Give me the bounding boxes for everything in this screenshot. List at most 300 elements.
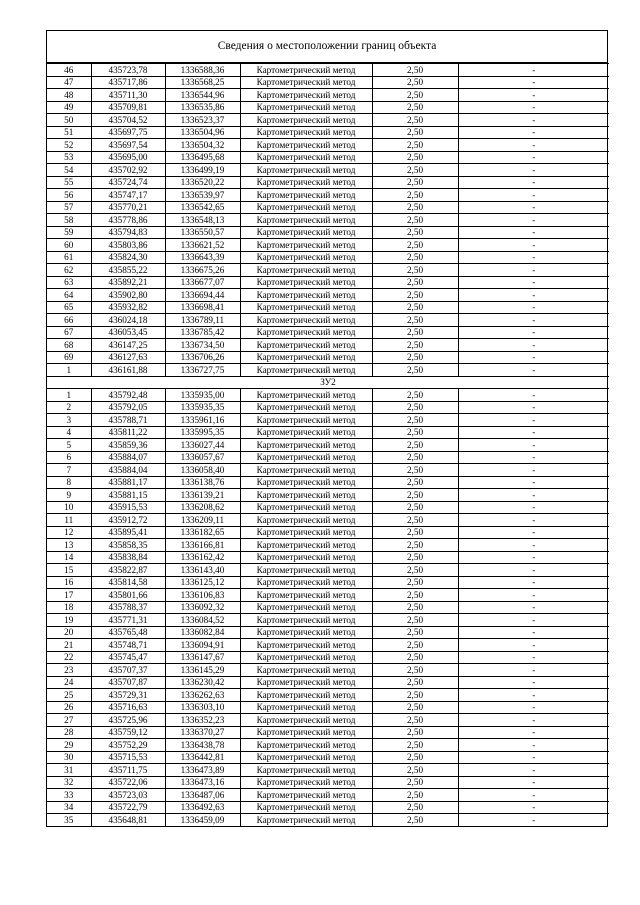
y-coordinate-cell: 1336139,21 — [165, 489, 240, 502]
description-cell: - — [458, 239, 609, 252]
document-sheet — [46, 30, 608, 827]
x-coordinate-cell: 435695,00 — [91, 151, 165, 164]
x-coordinate-cell: 435770,21 — [91, 201, 165, 214]
description-cell: - — [458, 314, 609, 327]
point-number-cell: 64 — [47, 289, 91, 302]
table-row — [47, 364, 609, 377]
x-coordinate-cell: 435932,82 — [91, 301, 165, 314]
y-coordinate-cell: 1336145,29 — [165, 664, 240, 677]
point-number-cell: 53 — [47, 151, 91, 164]
point-number-cell: 59 — [47, 226, 91, 239]
y-coordinate-cell: 1336504,96 — [165, 126, 240, 139]
method-cell: Картометрический метод — [240, 439, 372, 452]
method-cell: Картометрический метод — [240, 401, 372, 414]
point-number-cell: 5 — [47, 439, 91, 452]
y-coordinate-cell: 1336734,50 — [165, 339, 240, 352]
point-number-cell: 19 — [47, 614, 91, 627]
accuracy-cell: 2,50 — [372, 339, 458, 352]
point-number-cell: 62 — [47, 264, 91, 277]
accuracy-cell: 2,50 — [372, 401, 458, 414]
accuracy-cell: 2,50 — [372, 526, 458, 539]
accuracy-cell: 2,50 — [372, 239, 458, 252]
description-cell: - — [458, 739, 609, 752]
description-cell: - — [458, 126, 609, 139]
y-coordinate-cell: 1336535,86 — [165, 101, 240, 114]
description-cell: - — [458, 651, 609, 664]
point-number-cell: 34 — [47, 801, 91, 814]
method-cell: Картометрический метод — [240, 451, 372, 464]
table-row — [47, 76, 609, 89]
method-cell: Картометрический метод — [240, 114, 372, 127]
x-coordinate-cell: 435725,96 — [91, 714, 165, 727]
y-coordinate-cell: 1336706,26 — [165, 351, 240, 364]
description-cell: - — [458, 214, 609, 227]
y-coordinate-cell: 1335935,00 — [165, 389, 240, 402]
method-cell: Картометрический метод — [240, 151, 372, 164]
description-cell: - — [458, 814, 609, 826]
point-number-cell: 68 — [47, 339, 91, 352]
method-cell: Картометрический метод — [240, 701, 372, 714]
description-cell: - — [458, 539, 609, 552]
y-coordinate-cell: 1336677,07 — [165, 276, 240, 289]
table-row — [47, 89, 609, 102]
coordinates-table-body — [47, 64, 609, 826]
accuracy-cell: 2,50 — [372, 676, 458, 689]
x-coordinate-cell: 436053,45 — [91, 326, 165, 339]
point-number-cell: 49 — [47, 101, 91, 114]
table-row — [47, 789, 609, 802]
x-coordinate-cell: 435881,15 — [91, 489, 165, 502]
description-cell: - — [458, 801, 609, 814]
y-coordinate-cell: 1336138,76 — [165, 476, 240, 489]
point-number-cell: 1 — [47, 389, 91, 402]
description-cell: - — [458, 564, 609, 577]
accuracy-cell: 2,50 — [372, 464, 458, 477]
accuracy-cell: 2,50 — [372, 476, 458, 489]
description-cell: - — [458, 714, 609, 727]
accuracy-cell: 2,50 — [372, 64, 458, 77]
table-row — [47, 726, 609, 739]
method-cell: Картометрический метод — [240, 214, 372, 227]
x-coordinate-cell: 435792,48 — [91, 389, 165, 402]
table-row — [47, 201, 609, 214]
description-cell: - — [458, 114, 609, 127]
point-number-cell: 9 — [47, 489, 91, 502]
method-cell: Картометрический метод — [240, 126, 372, 139]
method-cell: Картометрический метод — [240, 689, 372, 702]
y-coordinate-cell: 1336208,62 — [165, 501, 240, 514]
table-row — [47, 64, 609, 77]
table-row — [47, 701, 609, 714]
accuracy-cell: 2,50 — [372, 751, 458, 764]
accuracy-cell: 2,50 — [372, 776, 458, 789]
accuracy-cell: 2,50 — [372, 164, 458, 177]
accuracy-cell: 2,50 — [372, 801, 458, 814]
accuracy-cell: 2,50 — [372, 76, 458, 89]
table-row — [47, 614, 609, 627]
table-row — [47, 326, 609, 339]
method-cell: Картометрический метод — [240, 789, 372, 802]
point-number-cell: 29 — [47, 739, 91, 752]
y-coordinate-cell: 1336459,09 — [165, 814, 240, 826]
description-cell: - — [458, 626, 609, 639]
method-cell: Картометрический метод — [240, 201, 372, 214]
point-number-cell: 50 — [47, 114, 91, 127]
description-cell: - — [458, 601, 609, 614]
table-row — [47, 676, 609, 689]
x-coordinate-cell: 435729,31 — [91, 689, 165, 702]
method-cell: Картометрический метод — [240, 251, 372, 264]
point-number-cell: 26 — [47, 701, 91, 714]
accuracy-cell: 2,50 — [372, 789, 458, 802]
y-coordinate-cell: 1336785,42 — [165, 326, 240, 339]
x-coordinate-cell: 435788,71 — [91, 414, 165, 427]
table-row — [47, 801, 609, 814]
table-row — [47, 151, 609, 164]
x-coordinate-cell: 435752,29 — [91, 739, 165, 752]
method-cell: Картометрический метод — [240, 239, 372, 252]
table-row — [47, 214, 609, 227]
description-cell: - — [458, 464, 609, 477]
y-coordinate-cell: 1336492,63 — [165, 801, 240, 814]
description-cell: - — [458, 339, 609, 352]
x-coordinate-cell: 435748,71 — [91, 639, 165, 652]
method-cell: Картометрический метод — [240, 501, 372, 514]
y-coordinate-cell: 1336084,52 — [165, 614, 240, 627]
x-coordinate-cell: 435811,22 — [91, 426, 165, 439]
description-cell: - — [458, 76, 609, 89]
accuracy-cell: 2,50 — [372, 139, 458, 152]
method-cell: Картометрический метод — [240, 301, 372, 314]
accuracy-cell: 2,50 — [372, 714, 458, 727]
description-cell: - — [458, 101, 609, 114]
description-cell: - — [458, 614, 609, 627]
table-row — [47, 139, 609, 152]
table-row — [47, 514, 609, 527]
description-cell: - — [458, 264, 609, 277]
point-number-cell: 48 — [47, 89, 91, 102]
point-number-cell: 69 — [47, 351, 91, 364]
y-coordinate-cell: 1336209,11 — [165, 514, 240, 527]
accuracy-cell: 2,50 — [372, 264, 458, 277]
y-coordinate-cell: 1336504,32 — [165, 139, 240, 152]
point-number-cell: 32 — [47, 776, 91, 789]
x-coordinate-cell: 436147,25 — [91, 339, 165, 352]
accuracy-cell: 2,50 — [372, 576, 458, 589]
table-row — [47, 639, 609, 652]
method-cell: Картометрический метод — [240, 351, 372, 364]
accuracy-cell: 2,50 — [372, 814, 458, 826]
method-cell: Картометрический метод — [240, 726, 372, 739]
description-cell: - — [458, 789, 609, 802]
y-coordinate-cell: 1336520,22 — [165, 176, 240, 189]
y-coordinate-cell: 1336568,25 — [165, 76, 240, 89]
y-coordinate-cell: 1336352,23 — [165, 714, 240, 727]
method-cell: Картометрический метод — [240, 714, 372, 727]
x-coordinate-cell: 435902,80 — [91, 289, 165, 302]
y-coordinate-cell: 1336698,41 — [165, 301, 240, 314]
description-cell: - — [458, 289, 609, 302]
y-coordinate-cell: 1336539,97 — [165, 189, 240, 202]
y-coordinate-cell: 1336542,65 — [165, 201, 240, 214]
description-cell: - — [458, 751, 609, 764]
method-cell: Картометрический метод — [240, 614, 372, 627]
method-cell: Картометрический метод — [240, 739, 372, 752]
description-cell: - — [458, 451, 609, 464]
method-cell: Картометрический метод — [240, 76, 372, 89]
point-number-cell: 21 — [47, 639, 91, 652]
x-coordinate-cell: 435765,48 — [91, 626, 165, 639]
method-cell: Картометрический метод — [240, 601, 372, 614]
accuracy-cell: 2,50 — [372, 389, 458, 402]
accuracy-cell: 2,50 — [372, 626, 458, 639]
method-cell: Картометрический метод — [240, 89, 372, 102]
point-number-cell: 65 — [47, 301, 91, 314]
accuracy-cell: 2,50 — [372, 589, 458, 602]
x-coordinate-cell: 435723,78 — [91, 64, 165, 77]
x-coordinate-cell: 435884,04 — [91, 464, 165, 477]
table-row — [47, 601, 609, 614]
x-coordinate-cell: 435704,52 — [91, 114, 165, 127]
x-coordinate-cell: 435709,81 — [91, 101, 165, 114]
x-coordinate-cell: 435824,30 — [91, 251, 165, 264]
y-coordinate-cell: 1336487,06 — [165, 789, 240, 802]
accuracy-cell: 2,50 — [372, 414, 458, 427]
table-row — [47, 351, 609, 364]
point-number-cell: 6 — [47, 451, 91, 464]
x-coordinate-cell: 435722,79 — [91, 801, 165, 814]
description-cell: - — [458, 689, 609, 702]
point-number-cell: 57 — [47, 201, 91, 214]
point-number-cell: 30 — [47, 751, 91, 764]
x-coordinate-cell: 435711,75 — [91, 764, 165, 777]
point-number-cell: 2 — [47, 401, 91, 414]
y-coordinate-cell: 1335995,35 — [165, 426, 240, 439]
description-cell: - — [458, 151, 609, 164]
point-number-cell: 56 — [47, 189, 91, 202]
y-coordinate-cell: 1336058,40 — [165, 464, 240, 477]
y-coordinate-cell: 1335935,35 — [165, 401, 240, 414]
accuracy-cell: 2,50 — [372, 126, 458, 139]
table-row — [47, 589, 609, 602]
accuracy-cell: 2,50 — [372, 301, 458, 314]
section-header-row — [47, 376, 609, 389]
description-cell: - — [458, 414, 609, 427]
point-number-cell: 51 — [47, 126, 91, 139]
table-row — [47, 239, 609, 252]
description-cell: - — [458, 439, 609, 452]
description-cell: - — [458, 589, 609, 602]
method-cell: Картометрический метод — [240, 164, 372, 177]
description-cell: - — [458, 776, 609, 789]
x-coordinate-cell: 435702,92 — [91, 164, 165, 177]
accuracy-cell: 2,50 — [372, 551, 458, 564]
point-number-cell: 10 — [47, 501, 91, 514]
method-cell: Картометрический метод — [240, 676, 372, 689]
x-coordinate-cell: 435771,31 — [91, 614, 165, 627]
x-coordinate-cell: 435715,53 — [91, 751, 165, 764]
y-coordinate-cell: 1336303,10 — [165, 701, 240, 714]
table-row — [47, 289, 609, 302]
x-coordinate-cell: 435895,41 — [91, 526, 165, 539]
point-number-cell: 63 — [47, 276, 91, 289]
description-cell: - — [458, 276, 609, 289]
method-cell: Картометрический метод — [240, 339, 372, 352]
description-cell: - — [458, 139, 609, 152]
point-number-cell: 35 — [47, 814, 91, 826]
description-cell: - — [458, 189, 609, 202]
accuracy-cell: 2,50 — [372, 114, 458, 127]
description-cell: - — [458, 664, 609, 677]
description-cell: - — [458, 489, 609, 502]
table-row — [47, 189, 609, 202]
y-coordinate-cell: 1336548,13 — [165, 214, 240, 227]
table-row — [47, 751, 609, 764]
x-coordinate-cell: 435792,05 — [91, 401, 165, 414]
x-coordinate-cell: 435881,17 — [91, 476, 165, 489]
accuracy-cell: 2,50 — [372, 689, 458, 702]
description-cell: - — [458, 526, 609, 539]
accuracy-cell: 2,50 — [372, 176, 458, 189]
accuracy-cell: 2,50 — [372, 426, 458, 439]
description-cell: - — [458, 89, 609, 102]
method-cell: Картометрический метод — [240, 639, 372, 652]
accuracy-cell: 2,50 — [372, 439, 458, 452]
method-cell: Картометрический метод — [240, 176, 372, 189]
y-coordinate-cell: 1336727,75 — [165, 364, 240, 377]
y-coordinate-cell: 1336027,44 — [165, 439, 240, 452]
table-row — [47, 464, 609, 477]
description-cell: - — [458, 401, 609, 414]
x-coordinate-cell: 435707,37 — [91, 664, 165, 677]
x-coordinate-cell: 436161,88 — [91, 364, 165, 377]
method-cell: Картометрический метод — [240, 751, 372, 764]
accuracy-cell: 2,50 — [372, 226, 458, 239]
x-coordinate-cell: 435722,06 — [91, 776, 165, 789]
description-cell: - — [458, 64, 609, 77]
description-cell: - — [458, 326, 609, 339]
table-row — [47, 526, 609, 539]
method-cell: Картометрический метод — [240, 64, 372, 77]
table-row — [47, 451, 609, 464]
table-row — [47, 426, 609, 439]
description-cell: - — [458, 639, 609, 652]
point-number-cell: 14 — [47, 551, 91, 564]
accuracy-cell: 2,50 — [372, 101, 458, 114]
document-title: Сведения о местоположении границ объекта — [47, 31, 607, 63]
table-row — [47, 489, 609, 502]
point-number-cell: 25 — [47, 689, 91, 702]
x-coordinate-cell: 435912,72 — [91, 514, 165, 527]
table-row — [47, 164, 609, 177]
table-row — [47, 401, 609, 414]
point-number-cell: 33 — [47, 789, 91, 802]
y-coordinate-cell: 1336523,37 — [165, 114, 240, 127]
accuracy-cell: 2,50 — [372, 251, 458, 264]
method-cell: Картометрический метод — [240, 564, 372, 577]
point-number-cell: 17 — [47, 589, 91, 602]
x-coordinate-cell: 436024,18 — [91, 314, 165, 327]
y-coordinate-cell: 1336499,19 — [165, 164, 240, 177]
x-coordinate-cell: 435648,81 — [91, 814, 165, 826]
y-coordinate-cell: 1336094,91 — [165, 639, 240, 652]
accuracy-cell: 2,50 — [372, 601, 458, 614]
table-row — [47, 564, 609, 577]
point-number-cell: 18 — [47, 601, 91, 614]
method-cell: Картометрический метод — [240, 576, 372, 589]
method-cell: Картометрический метод — [240, 276, 372, 289]
accuracy-cell: 2,50 — [372, 489, 458, 502]
description-cell: - — [458, 514, 609, 527]
x-coordinate-cell: 435707,87 — [91, 676, 165, 689]
accuracy-cell: 2,50 — [372, 764, 458, 777]
x-coordinate-cell: 435697,75 — [91, 126, 165, 139]
point-number-cell: 55 — [47, 176, 91, 189]
table-row — [47, 776, 609, 789]
method-cell: Картометрический метод — [240, 664, 372, 677]
method-cell: Картометрический метод — [240, 651, 372, 664]
point-number-cell: 31 — [47, 764, 91, 777]
description-cell: - — [458, 201, 609, 214]
x-coordinate-cell: 436127,63 — [91, 351, 165, 364]
point-number-cell: 7 — [47, 464, 91, 477]
table-row — [47, 739, 609, 752]
y-coordinate-cell: 1336147,67 — [165, 651, 240, 664]
method-cell: Картометрический метод — [240, 539, 372, 552]
table-row — [47, 301, 609, 314]
x-coordinate-cell: 435858,35 — [91, 539, 165, 552]
method-cell: Картометрический метод — [240, 764, 372, 777]
method-cell: Картометрический метод — [240, 389, 372, 402]
table-row — [47, 439, 609, 452]
table-row — [47, 126, 609, 139]
y-coordinate-cell: 1336473,89 — [165, 764, 240, 777]
table-row — [47, 814, 609, 826]
method-cell: Картометрический метод — [240, 426, 372, 439]
point-number-cell: 67 — [47, 326, 91, 339]
y-coordinate-cell: 1336092,32 — [165, 601, 240, 614]
y-coordinate-cell: 1336262,63 — [165, 689, 240, 702]
accuracy-cell: 2,50 — [372, 151, 458, 164]
accuracy-cell: 2,50 — [372, 326, 458, 339]
x-coordinate-cell: 435716,63 — [91, 701, 165, 714]
accuracy-cell: 2,50 — [372, 89, 458, 102]
x-coordinate-cell: 435892,21 — [91, 276, 165, 289]
table-row — [47, 389, 609, 402]
x-coordinate-cell: 435788,37 — [91, 601, 165, 614]
description-cell: - — [458, 426, 609, 439]
table-row — [47, 251, 609, 264]
table-row — [47, 114, 609, 127]
point-number-cell: 66 — [47, 314, 91, 327]
y-coordinate-cell: 1336694,44 — [165, 289, 240, 302]
table-row — [47, 226, 609, 239]
x-coordinate-cell: 435759,12 — [91, 726, 165, 739]
method-cell: Картометрический метод — [240, 589, 372, 602]
table-row — [47, 714, 609, 727]
y-coordinate-cell: 1336125,12 — [165, 576, 240, 589]
x-coordinate-cell: 435794,83 — [91, 226, 165, 239]
point-number-cell: 58 — [47, 214, 91, 227]
accuracy-cell: 2,50 — [372, 351, 458, 364]
y-coordinate-cell: 1336182,65 — [165, 526, 240, 539]
table-row — [47, 176, 609, 189]
y-coordinate-cell: 1336675,26 — [165, 264, 240, 277]
point-number-cell: 11 — [47, 514, 91, 527]
method-cell: Картометрический метод — [240, 314, 372, 327]
method-cell: Картометрический метод — [240, 139, 372, 152]
table-row — [47, 476, 609, 489]
